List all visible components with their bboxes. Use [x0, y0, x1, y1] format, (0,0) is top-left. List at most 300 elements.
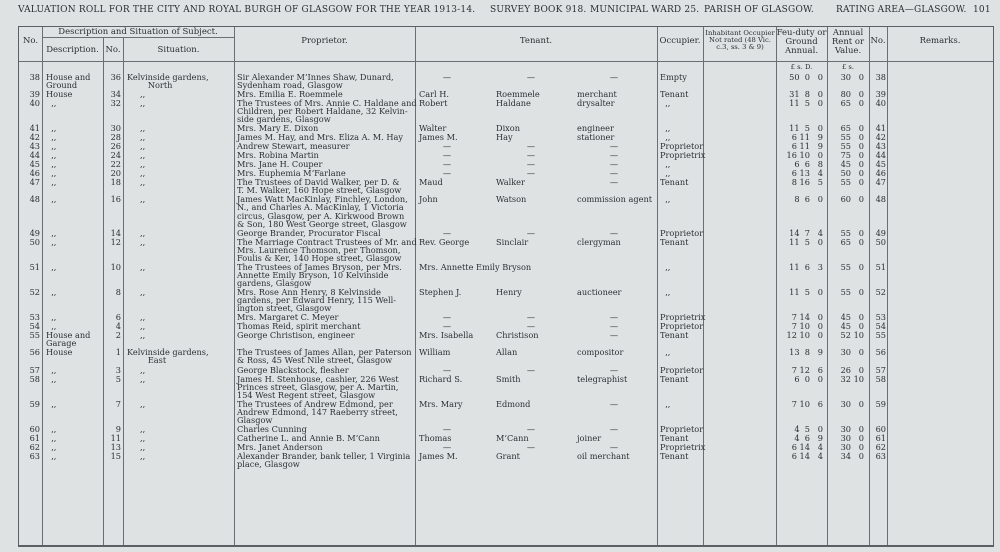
- cell-t3: compositor: [577, 347, 624, 358]
- cell-feu: 7 10 6: [791, 398, 823, 409]
- cell-rent: 26 0: [840, 364, 864, 375]
- cell-no: 59: [29, 398, 40, 409]
- cell-prop: Mrs. Jane H. Couper: [237, 159, 323, 170]
- cell-feu: 13 8 9: [789, 347, 823, 358]
- cell-num: 14: [110, 227, 121, 238]
- cell-prop: Mrs. Euphemia M‘Farlane: [237, 168, 346, 179]
- cell-feu: 6 14 4: [791, 441, 823, 452]
- cell-no: 48: [29, 194, 40, 205]
- cell-prop: George Christison, engineer: [237, 330, 355, 341]
- cell-occ: Tenant: [660, 236, 689, 247]
- cell-no3: 57: [875, 364, 886, 375]
- cell-rent: 30 0: [840, 72, 864, 82]
- cell-desc: ,,: [46, 312, 57, 323]
- cell-t3: —: [609, 141, 619, 152]
- cell-t1: Thomas: [419, 432, 452, 443]
- cell-prop: The Trustees of David Walker, per D. & T. M. Walker, 160 Hope street, Glasgow: [237, 177, 402, 196]
- cell-num: 10: [110, 261, 121, 272]
- col-tenant: Tenant.: [519, 36, 553, 46]
- cell-t2: M‘Cann: [496, 432, 529, 443]
- cell-prop: Alexander Brander, bank teller, 1 Virginia place, Glasgow: [237, 450, 411, 469]
- cell-t3: —: [609, 330, 619, 341]
- cell-no3: 43: [875, 141, 886, 152]
- cell-rent: 55 0: [840, 177, 864, 188]
- cell-desc: ,,: [46, 168, 57, 179]
- valuation-table: [18, 26, 994, 547]
- cell-feu: 4 5 0: [794, 423, 823, 434]
- cell-t2: Henry: [496, 287, 522, 298]
- cell-num: 11: [110, 432, 121, 443]
- cell-occ: Tenant: [660, 89, 689, 100]
- municipal-ward: MUNICIPAL WARD 25.: [590, 5, 700, 15]
- cell-desc: ,,: [46, 450, 57, 461]
- cell-desc: House and Ground: [46, 72, 91, 91]
- cell-no: 38: [29, 72, 40, 82]
- page-header: [18, 5, 990, 19]
- cell-sit: ,,: [127, 89, 146, 100]
- cell-occ: Proprietor: [660, 141, 704, 152]
- cell-prop: Mrs. Margaret C. Meyer: [237, 312, 339, 323]
- cell-t1: Walter: [419, 123, 447, 134]
- cell-rent: 30 0: [840, 347, 864, 358]
- cell-sit: ,,: [127, 159, 146, 170]
- cell-desc: ,,: [46, 373, 57, 384]
- cell-occ: ,,: [660, 159, 671, 170]
- cell-desc: ,,: [46, 150, 57, 161]
- cell-t1: Maud: [419, 177, 443, 188]
- cell-feu: 6 11 9: [791, 132, 823, 143]
- cell-num: 16: [110, 194, 121, 205]
- cell-no: 57: [29, 364, 40, 375]
- cell-num: 12: [110, 236, 121, 247]
- cell-t2: —: [526, 364, 536, 375]
- cell-t3: —: [609, 312, 619, 323]
- cell-sit: ,,: [127, 364, 146, 375]
- cell-feu: 50 0 0: [789, 72, 823, 82]
- cell-prop: James H. Stenhouse, cashier, 226 West Princes street, Glasgow, per A. Martin, 154 West Regent street, Glasgow: [237, 373, 399, 400]
- cell-feu: 6 11 9: [791, 141, 823, 152]
- cell-prop: Sir Alexander M‘Innes Shaw, Dunard, Sydenham road, Glasgow: [237, 72, 394, 91]
- cell-no3: 49: [875, 227, 886, 238]
- cell-no3: 50: [875, 236, 886, 247]
- cell-feu: 14 7 4: [789, 227, 823, 238]
- cell-no3: 42: [875, 132, 886, 143]
- col-proprietor: Proprietor.: [301, 36, 348, 46]
- cell-t3: —: [609, 168, 619, 179]
- cell-occ: Proprietor: [660, 321, 704, 332]
- cell-t2: —: [526, 141, 536, 152]
- cell-t1: —: [442, 72, 452, 82]
- cell-t3: —: [609, 321, 619, 332]
- cell-prop: James Watt MacKinlay, Finchley, London, N., and Charles A. MacKinlay, 1 Victoria circus, Glasgow, per A. Kirkwood Brown & Son, 180 West George street, Glasgow: [237, 194, 408, 229]
- cell-t1: —: [442, 364, 452, 375]
- cell-num: 7: [115, 398, 121, 409]
- cell-no: 49: [29, 227, 40, 238]
- cell-no3: 55: [875, 330, 886, 341]
- roll-title: VALUATION ROLL FOR THE CITY AND ROYAL BURGH OF GLASGOW FOR THE YEAR 1913-14.: [18, 5, 476, 15]
- cell-t1: —: [442, 159, 452, 170]
- cell-no: 42: [29, 132, 40, 143]
- cell-feu: 8 16 5: [791, 177, 823, 188]
- cell-occ: ,,: [660, 398, 671, 409]
- cell-sit: ,,: [127, 287, 146, 298]
- cell-t2: —: [526, 72, 536, 82]
- cell-feu: 7 12 6: [791, 364, 823, 375]
- cell-num: 13: [110, 441, 121, 452]
- cell-desc: House: [46, 347, 73, 358]
- cell-no3: 40: [875, 98, 886, 109]
- cell-num: 22: [110, 159, 121, 170]
- cell-rent: 45 0: [840, 159, 864, 170]
- cell-sit: Kelvinside gardens, North: [127, 72, 209, 91]
- cell-num: 8: [115, 287, 121, 298]
- cell-prop: The Trustees of James Allan, per Paterson & Ross, 45 West Nile street, Glasgow: [237, 347, 412, 366]
- cell-t2: Dixon: [496, 123, 521, 134]
- cell-prop: Andrew Stewart, measurer: [237, 141, 350, 152]
- cell-num: 20: [110, 168, 121, 179]
- cell-sit: ,,: [127, 261, 146, 272]
- cell-t2: —: [526, 441, 536, 452]
- cell-num: 1: [115, 347, 121, 358]
- cell-sit: ,,: [127, 98, 146, 109]
- cell-no: 40: [29, 98, 40, 109]
- cell-t1: —: [442, 227, 452, 238]
- cell-t3: telegraphist: [577, 373, 628, 384]
- cell-t1: Robert: [419, 98, 448, 109]
- cell-t2: Smith: [496, 373, 521, 384]
- cell-t2: Grant: [496, 450, 520, 461]
- cell-occ: Proprietrix: [660, 312, 706, 323]
- cell-no3: 51: [875, 261, 886, 272]
- cell-occ: Tenant: [660, 432, 689, 443]
- cell-t1: Rev. George: [419, 236, 470, 247]
- cell-rent: 55 0: [840, 261, 864, 272]
- cell-sit: ,,: [127, 450, 146, 461]
- cell-t3: drysalter: [577, 98, 615, 109]
- cell-occ: Proprietrix: [660, 441, 706, 452]
- cell-desc: ,,: [46, 194, 57, 205]
- cell-t1: James M.: [419, 132, 458, 143]
- cell-t3: —: [609, 364, 619, 375]
- cell-no: 45: [29, 159, 40, 170]
- cell-prop: The Marriage Contract Trustees of Mr. and Mrs. Laurence Thomson, per Thomson, Foulis & Ker, 140 Hope street, Glasgow: [237, 236, 417, 263]
- cell-desc: ,,: [46, 321, 57, 332]
- cell-occ: ,,: [660, 98, 671, 109]
- cell-desc: House: [46, 89, 73, 100]
- cell-t3: —: [609, 227, 619, 238]
- cell-num: 5: [115, 373, 121, 384]
- cell-num: 9: [115, 423, 121, 434]
- cell-num: 32: [110, 98, 121, 109]
- cell-no: 46: [29, 168, 40, 179]
- cell-feu: 6 6 8: [794, 159, 823, 170]
- cell-feu: 11 5 0: [789, 98, 823, 109]
- cell-rent: 30 0: [840, 398, 864, 409]
- cell-occ: ,,: [660, 123, 671, 134]
- cell-no3: 56: [875, 347, 886, 358]
- cell-no3: 59: [875, 398, 886, 409]
- cell-occ: Tenant: [660, 177, 689, 188]
- cell-t1: —: [442, 321, 452, 332]
- cell-num: 15: [110, 450, 121, 461]
- cell-num: 28: [110, 132, 121, 143]
- cell-no: 44: [29, 150, 40, 161]
- cell-occ: ,,: [660, 261, 671, 272]
- cell-no3: 61: [875, 432, 886, 443]
- cell-num: 36: [110, 72, 121, 82]
- cell-sit: ,,: [127, 132, 146, 143]
- cell-t3: engineer: [577, 123, 614, 134]
- cell-prop: The Trustees of James Bryson, per Mrs. Annette Emily Bryson, 10 Kelvinside gardens, Glasgow: [237, 261, 402, 289]
- col-no2: No.: [105, 45, 121, 55]
- cell-feu: 11 5 0: [789, 287, 823, 298]
- cell-no3: 52: [875, 287, 886, 298]
- cell-prop: Mrs. Emilia E. Roemmele: [237, 89, 343, 100]
- col-occupier: Occupier.: [659, 36, 701, 46]
- cell-t2: Sinclair: [496, 236, 529, 247]
- cell-no: 55: [29, 330, 40, 341]
- cell-t3: clergyman: [577, 236, 621, 247]
- cell-sit: ,,: [127, 123, 146, 134]
- cell-t3: —: [609, 150, 619, 161]
- cell-occ: Proprietor: [660, 423, 704, 434]
- cell-sit: ,,: [127, 312, 146, 323]
- cell-prop: Mrs. Mary E. Dixon: [237, 123, 319, 134]
- cell-feu: 7 10 0: [791, 321, 823, 332]
- col-remarks: Remarks.: [919, 36, 961, 46]
- cell-no: 56: [29, 347, 40, 358]
- cell-occ: ,,: [660, 194, 671, 205]
- cell-no3: 48: [875, 194, 886, 205]
- cell-sit: ,,: [127, 141, 146, 152]
- cell-no: 53: [29, 312, 40, 323]
- cell-sit: ,,: [127, 177, 146, 188]
- cell-desc: ,,: [46, 227, 57, 238]
- cell-no3: 41: [875, 123, 886, 134]
- cell-desc: ,,: [46, 177, 57, 188]
- cell-rent: 52 10: [840, 330, 864, 341]
- col-inhabitant: Inhabitant Occupier Not rated (48 Vic. c.3, ss. 3 & 9): [705, 29, 775, 51]
- cell-occ: ,,: [660, 168, 671, 179]
- cell-desc: ,,: [46, 159, 57, 170]
- cell-prop: Charles Cunning: [237, 423, 307, 434]
- cell-t1: —: [442, 150, 452, 161]
- cell-prop: Mrs. Rose Ann Henry, 8 Kelvinside gardens, per Edward Henry, 115 Well- ington street, Glasgow: [237, 287, 397, 314]
- cell-t3: —: [609, 398, 619, 409]
- cell-sit: ,,: [127, 150, 146, 161]
- cell-t2: —: [526, 423, 536, 434]
- cell-t1: —: [442, 168, 452, 179]
- cell-prop: The Trustees of Mrs. Annie C. Haldane and Children, per Robert Haldane, 32 Kelvin- side gardens, Glasgow: [237, 98, 417, 125]
- cell-occ: Tenant: [660, 450, 689, 461]
- cell-occ: Empty: [660, 72, 687, 82]
- cell-desc: House and Garage: [46, 330, 91, 349]
- cell-feu: 4 6 9: [794, 432, 823, 443]
- cell-rent: 60 0: [840, 194, 864, 205]
- cell-sit: ,,: [127, 194, 146, 205]
- cell-t2: Hay: [496, 132, 513, 143]
- cell-t1: Mrs. Mary: [419, 398, 463, 409]
- cell-t3: merchant: [577, 89, 617, 100]
- cell-desc: ,,: [46, 423, 57, 434]
- cell-feu: 11 5 0: [789, 236, 823, 247]
- cell-desc: ,,: [46, 236, 57, 247]
- cell-no3: 53: [875, 312, 886, 323]
- cell-no: 58: [29, 373, 40, 384]
- cell-rent: 30 0: [840, 441, 864, 452]
- cell-t2: Edmond: [496, 398, 531, 409]
- cell-rent: 65 0: [840, 98, 864, 109]
- cell-no3: 44: [875, 150, 886, 161]
- cell-t1: —: [442, 423, 452, 434]
- cell-t3: —: [609, 177, 619, 188]
- cell-occ: Tenant: [660, 330, 689, 341]
- cell-desc: ,,: [46, 261, 57, 272]
- cell-no: 62: [29, 441, 40, 452]
- cell-feu: 16 10 0: [786, 150, 823, 161]
- cell-t1: William: [419, 347, 451, 358]
- feu-units: £ s. D.: [790, 63, 813, 71]
- page-number: 101: [973, 5, 991, 15]
- col-situation: Situation.: [157, 45, 200, 55]
- cell-occ: ,,: [660, 287, 671, 298]
- cell-desc: ,,: [46, 432, 57, 443]
- cell-rent: 45 0: [840, 321, 864, 332]
- cell-rent: 55 0: [840, 227, 864, 238]
- cell-no: 43: [29, 141, 40, 152]
- cell-t2: —: [526, 312, 536, 323]
- cell-desc: ,,: [46, 132, 57, 143]
- cell-feu: 6 14 4: [791, 450, 823, 461]
- cell-occ: Proprietor: [660, 227, 704, 238]
- cell-prop: Mrs. Janet Anderson: [237, 441, 323, 452]
- cell-no: 50: [29, 236, 40, 247]
- survey-book: SURVEY BOOK 918.: [490, 5, 587, 15]
- cell-num: 4: [115, 321, 121, 332]
- cell-prop: George Brander, Procurator Fiscal: [237, 227, 381, 238]
- cell-rent: 30 0: [840, 423, 864, 434]
- cell-sit: Kelvinside gardens, East: [127, 347, 209, 366]
- cell-prop: Thomas Reid, spirit merchant: [237, 321, 361, 332]
- cell-rent: 75 0: [840, 150, 864, 161]
- cell-t3: joiner: [577, 432, 602, 443]
- cell-t2: Allan: [496, 347, 518, 358]
- cell-feu: 31 8 0: [789, 89, 823, 100]
- cell-no3: 62: [875, 441, 886, 452]
- cell-sit: ,,: [127, 373, 146, 384]
- cell-t1: —: [442, 312, 452, 323]
- cell-t2: Christison: [496, 330, 539, 341]
- cell-t3: —: [609, 72, 619, 82]
- cell-num: 34: [110, 89, 121, 100]
- cell-no: 41: [29, 123, 40, 134]
- col-rent: Annual Rent or Value.: [831, 28, 865, 56]
- cell-rent: 65 0: [840, 236, 864, 247]
- cell-sit: ,,: [127, 330, 146, 341]
- parish: PARISH OF GLASGOW.: [704, 5, 814, 15]
- cell-rent: 65 0: [840, 123, 864, 134]
- cell-t2: —: [526, 321, 536, 332]
- cell-no: 54: [29, 321, 40, 332]
- cell-sit: ,,: [127, 441, 146, 452]
- cell-num: 2: [115, 330, 121, 341]
- cell-rent: 80 0: [840, 89, 864, 100]
- cell-prop: James M. Hay, and Mrs. Eliza A. M. Hay: [237, 132, 403, 143]
- cell-t1: Mrs. Annette Emily Bryson: [419, 261, 532, 272]
- cell-num: 6: [115, 312, 121, 323]
- cell-desc: ,,: [46, 98, 57, 109]
- cell-no3: 54: [875, 321, 886, 332]
- col-description: Description.: [46, 45, 99, 55]
- cell-desc: ,,: [46, 441, 57, 452]
- cell-occ: Proprietor: [660, 364, 704, 375]
- cell-t2: —: [526, 227, 536, 238]
- cell-feu: 11 6 3: [789, 261, 823, 272]
- cell-t1: Carl H.: [419, 89, 450, 100]
- cell-num: 26: [110, 141, 121, 152]
- cell-sit: ,,: [127, 227, 146, 238]
- cell-prop: George Blackstock, flesher: [237, 364, 349, 375]
- cell-t2: —: [526, 168, 536, 179]
- cell-sit: ,,: [127, 168, 146, 179]
- cell-t2: Roemmele: [496, 89, 540, 100]
- cell-t3: auctioneer: [577, 287, 622, 298]
- cell-num: 24: [110, 150, 121, 161]
- cell-no: 47: [29, 177, 40, 188]
- cell-sit: ,,: [127, 432, 146, 443]
- cell-feu: 6 13 4: [791, 168, 823, 179]
- cell-feu: 6 0 0: [794, 373, 823, 384]
- cell-prop: The Trustees of Andrew Edmond, per Andrew Edmond, 147 Raeberry street, Glasgow: [237, 398, 398, 425]
- cell-desc: ,,: [46, 287, 57, 298]
- cell-t2: —: [526, 159, 536, 170]
- cell-t3: oil merchant: [577, 450, 630, 461]
- cell-feu: 7 14 0: [791, 312, 823, 323]
- col-desc-group: Description and Situation of Subject.: [58, 27, 218, 37]
- cell-no3: 63: [875, 450, 886, 461]
- cell-sit: ,,: [127, 423, 146, 434]
- cell-t1: Richard S.: [419, 373, 463, 384]
- cell-no: 61: [29, 432, 40, 443]
- cell-no3: 46: [875, 168, 886, 179]
- cell-rent: 55 0: [840, 287, 864, 298]
- cell-num: 30: [110, 123, 121, 134]
- cell-t3: commission agent: [577, 194, 653, 205]
- cell-num: 3: [115, 364, 121, 375]
- cell-rent: 32 10: [840, 373, 864, 384]
- cell-desc: ,,: [46, 123, 57, 134]
- cell-rent: 34 0: [840, 450, 864, 461]
- cell-prop: Catherine L. and Annie B. M‘Cann: [237, 432, 380, 443]
- cell-no: 51: [29, 261, 40, 272]
- cell-prop: Mrs. Robina Martin: [237, 150, 319, 161]
- cell-t3: stationer: [577, 132, 615, 143]
- cell-no3: 60: [875, 423, 886, 434]
- cell-t1: Stephen J.: [419, 287, 462, 298]
- cell-no3: 58: [875, 373, 886, 384]
- cell-t3: —: [609, 441, 619, 452]
- cell-feu: 11 5 0: [789, 123, 823, 134]
- cell-feu: 8 6 0: [794, 194, 823, 205]
- cell-t1: —: [442, 441, 452, 452]
- cell-rent: 30 0: [840, 432, 864, 443]
- cell-t2: Walker: [496, 177, 525, 188]
- cell-occ: Proprietrix: [660, 150, 706, 161]
- rating-area: RATING AREA—GLASGOW.: [836, 5, 967, 15]
- cell-t2: Haldane: [496, 98, 531, 109]
- cell-t1: John: [419, 194, 438, 205]
- cell-t3: —: [609, 423, 619, 434]
